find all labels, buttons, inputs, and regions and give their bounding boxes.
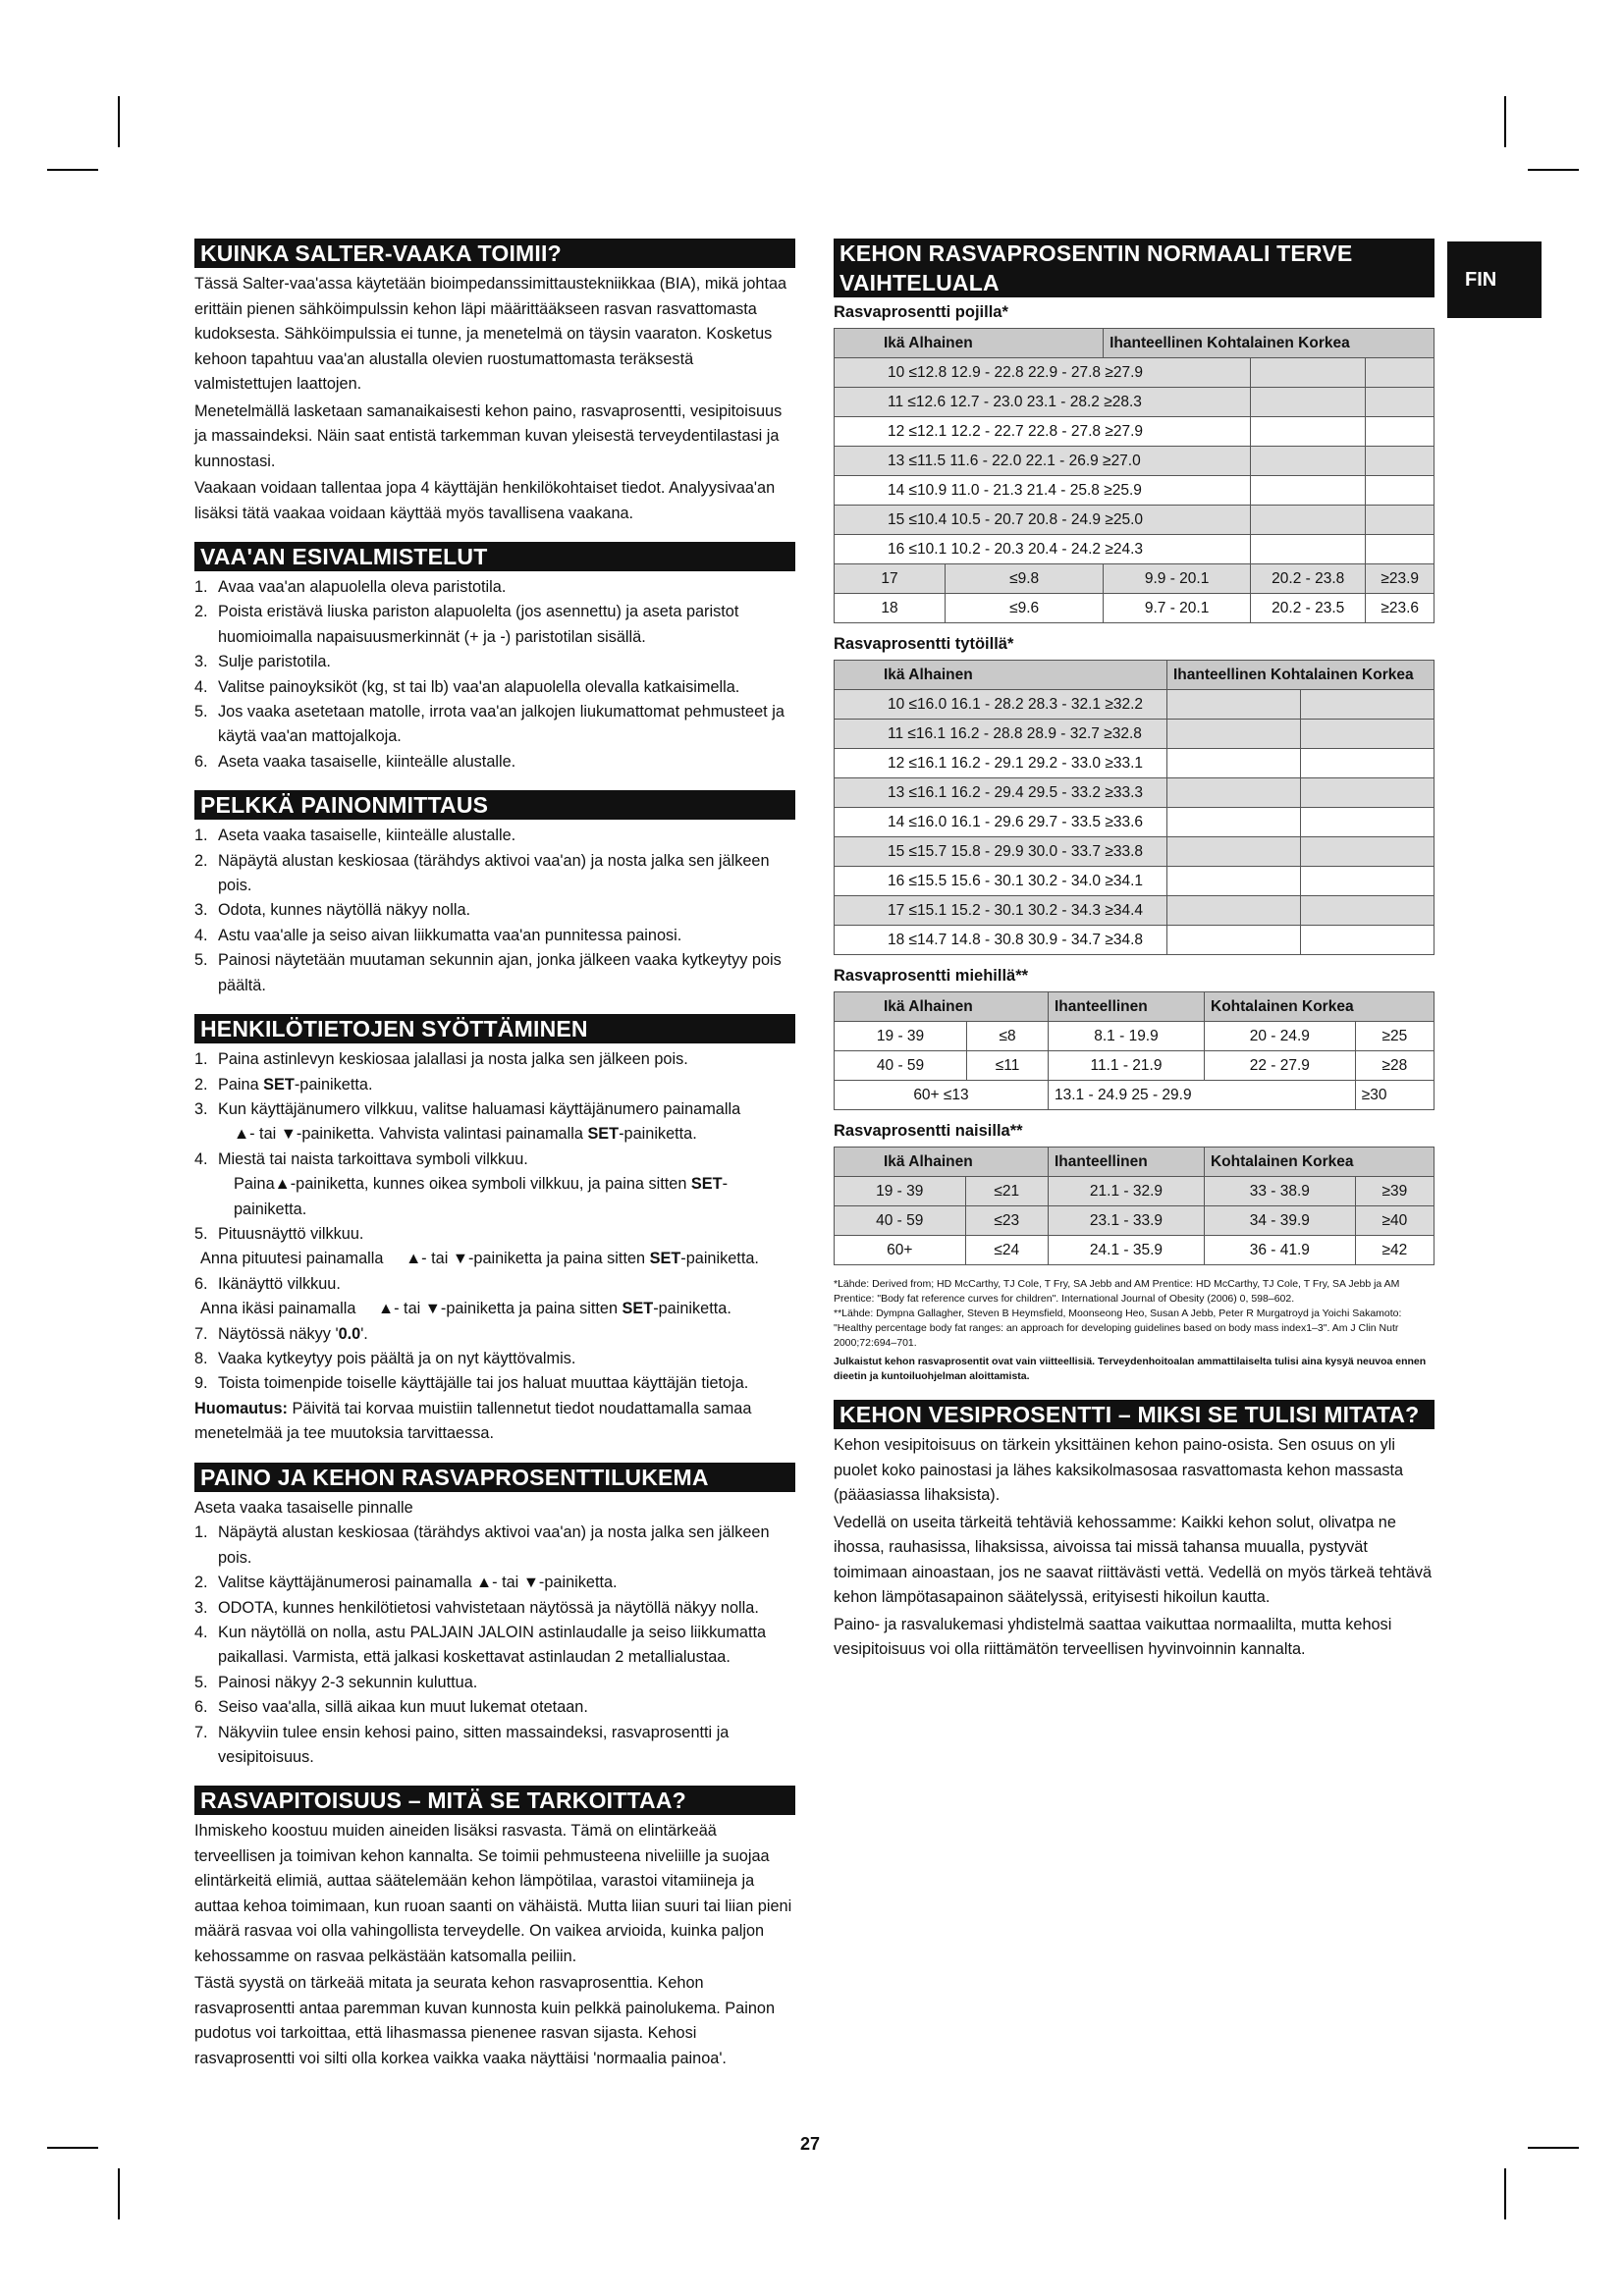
paragraph: Paino- ja rasvalukemasi yhdistelmä saattaa vaikuttaa normaalilta, mutta kehosi vesipitoisuus voi olla riittämätön terveellisen hyvinvoinnin kannalta.	[834, 1615, 1392, 1658]
table-cell: 19 - 39	[835, 1022, 967, 1051]
table-cell: ≤23	[965, 1206, 1048, 1236]
list-item: 4. Astu vaa'alle ja seiso aivan liikkumatta vaa'an punnitessa painosi.	[194, 926, 682, 944]
list-item: 6. Ikänäyttö vilkkuu. Anna ikäsi painamalla ▲- tai ▼-painiketta ja paina sitten SET-painiketta.	[194, 1274, 731, 1318]
table-cell: 10 ≤16.0 16.1 - 28.2 28.3 - 32.1 ≥32.2	[835, 690, 1167, 720]
crop-mark	[47, 2147, 98, 2149]
women-table-label: Rasvaprosentti naisilla**	[834, 1122, 1023, 1140]
boys-table-label: Rasvaprosentti pojilla*	[834, 303, 1008, 321]
list-item: 6. Seiso vaa'alla, sillä aikaa kun muut lukemat otetaan.	[194, 1698, 588, 1717]
intro: Aseta vaaka tasaiselle pinnalle	[194, 1498, 413, 1517]
list-item: 2. Poista eristävä liuska pariston alapuolelta (jos asennettu) ja aseta paristot huomioimalla napaisuusmerkinnät (+ ja -) paristotilan sisällä.	[194, 603, 739, 646]
table-row	[835, 417, 1435, 447]
header-cell: Ihanteellinen	[1049, 992, 1205, 1022]
table-cell: 21.1 - 32.9	[1048, 1177, 1204, 1206]
header-cell: Ihanteellinen Kohtalainen Korkea	[1166, 661, 1434, 690]
table-cell	[1366, 358, 1435, 388]
table-cell	[1366, 506, 1435, 535]
table-cell: 20 - 24.9	[1205, 1022, 1356, 1051]
reference-1: *Lähde: Derived from; HD McCarthy, TJ Cole, T Fry, SA Jebb and AM Prentice: HD McCarthy, TJ Cole, T Fry, SA Jebb ja AM Prentice: "Body fat reference curves for children". International Journal of Obesity (2006) 0, 598–602.	[834, 1278, 1400, 1305]
table-row	[835, 896, 1435, 926]
steps-list	[194, 1521, 795, 1770]
paragraph: Vaakaan voidaan tallentaa jopa 4 käyttäjän henkilökohtaiset tiedot. Analyysivaa'an lisäksi tätä vaakaa voidaan käyttää myös tavallisena vaakana.	[194, 479, 776, 522]
table-cell: ≥42	[1355, 1236, 1434, 1265]
table-cell	[1300, 749, 1434, 778]
table-row	[835, 1022, 1435, 1051]
table-row	[835, 808, 1435, 837]
table-row	[835, 476, 1435, 506]
table-cell: 24.1 - 35.9	[1048, 1236, 1204, 1265]
list-item: 4. Miestä tai naista tarkoittava symboli vilkkuu. Paina▲-painiketta, kunnes oikea symboli vilkkuu, ja paina sitten SET-painiketta.	[194, 1149, 729, 1218]
list-item: 8. Vaaka kytkeytyy pois päältä ja on nyt käyttövalmis.	[194, 1349, 576, 1367]
table-cell	[1300, 690, 1434, 720]
table-cell: ≥23.6	[1366, 594, 1435, 623]
table-cell	[1166, 749, 1300, 778]
table-cell	[1166, 720, 1300, 749]
table-cell	[1166, 778, 1300, 808]
header-cell: Kohtalainen Korkea	[1205, 992, 1435, 1022]
table-cell: 18 ≤14.7 14.8 - 30.8 30.9 - 34.7 ≥34.8	[835, 926, 1167, 955]
table-cell	[1300, 926, 1434, 955]
table-cell: 13 ≤16.1 16.2 - 29.4 29.5 - 33.2 ≥33.3	[835, 778, 1167, 808]
table-cell	[1251, 417, 1366, 447]
table-cell	[1300, 896, 1434, 926]
section-weight-only	[194, 790, 795, 998]
men-table	[834, 991, 1435, 1110]
table-row	[835, 778, 1435, 808]
left-column	[194, 239, 795, 2087]
section-personal-data	[194, 1014, 795, 1447]
header-cell: Ihanteellinen	[1048, 1148, 1204, 1177]
reference-2: **Lähde: Dympna Gallagher, Steven B Heymsfield, Moonseong Heo, Susan A Jebb, Peter R Murgatroyd ja Yoichi Sakamoto: "Healthy percentage body fat ranges: an approach for developing guidelines based on body mass index1–3". Am J Clin Nutr 2000;72:694–701.	[834, 1308, 1402, 1349]
section-water	[834, 1400, 1435, 1663]
table-row	[835, 506, 1435, 535]
paragraph: Menetelmällä lasketaan samanaikaisesti kehon paino, rasvaprosentti, vesipitoisuus ja massaindeksi. Näin saat entistä tarkemman kuvan yleisestä terveydentilastasi ja kunnostasi.	[194, 401, 783, 470]
table-cell	[1366, 417, 1435, 447]
paragraph: Tässä Salter-vaa'assa käytetään bioimpedanssimittaustekniikkaa (BIA), mikä johtaa erittäin pienen sähköimpulssin kehon läpi määrittääkseen rasvan rasvattomasta kudoksesta. Sähköimpulssia ei tunne, ja menetelmä on täysin vaaraton. Kosketus kehoon tapahtuu vaa'an alustalla olevien ruostumattomasta teräksestä valmistettujen laattojen.	[194, 275, 787, 393]
table-cell: 17 ≤15.1 15.2 - 30.1 30.2 - 34.3 ≥34.4	[835, 896, 1167, 926]
table-header	[835, 1148, 1435, 1177]
table-row	[835, 867, 1435, 896]
table-row	[835, 837, 1435, 867]
crop-mark	[118, 2168, 120, 2219]
boys-table	[834, 328, 1435, 623]
steps-list	[194, 1047, 795, 1397]
table-cell: 36 - 41.9	[1204, 1236, 1355, 1265]
table-cell: ≤9.8	[946, 564, 1104, 594]
table-cell: 14 ≤10.9 11.0 - 21.3 21.4 - 25.8 ≥25.9	[835, 476, 1251, 506]
table-cell	[1166, 896, 1300, 926]
list-item: 3. ODOTA, kunnes henkilötietosi vahvistetaan näytössä ja näytöllä näkyy nolla.	[194, 1598, 759, 1617]
table-cell: 17	[835, 564, 946, 594]
table-row	[835, 1081, 1435, 1110]
crop-mark	[1504, 96, 1506, 147]
paragraph: Vedellä on useita tärkeitä tehtäviä kehossamme: Kaikki kehon solut, olivatpa ne ihossa, rauhasissa, lihaksissa, aivoissa tai missä tahansa muualla, pystyvät toimimaan ainoastaan, jos ne saavat riittävästi vettä. Vedellä on myös tärkeä tehtävä kehon lämpötasapainon säätelyssä, erityisesti hikoilun kautta.	[834, 1513, 1433, 1606]
table-cell: 16 ≤10.1 10.2 - 20.3 20.4 - 24.2 ≥24.3	[835, 535, 1251, 564]
table-row	[835, 447, 1435, 476]
list-item: 2. Paina SET-painiketta.	[194, 1075, 373, 1094]
table-cell: 9.7 - 20.1	[1104, 594, 1251, 623]
list-item: 1. Avaa vaa'an alapuolella oleva paristotila.	[194, 578, 507, 596]
table-cell	[1166, 690, 1300, 720]
steps-list	[194, 824, 795, 998]
crop-mark	[47, 169, 98, 171]
men-table-label: Rasvaprosentti miehillä**	[834, 967, 1029, 985]
table-cell: ≤21	[965, 1177, 1048, 1206]
list-item: 5. Painosi näkyy 2-3 sekunnin kuluttua.	[194, 1673, 478, 1691]
table-cell	[1300, 720, 1434, 749]
table-cell	[1300, 867, 1434, 896]
table-cell: ≥40	[1355, 1206, 1434, 1236]
girls-table	[834, 660, 1435, 955]
table-cell	[1166, 808, 1300, 837]
crop-mark	[1504, 2168, 1506, 2219]
right-column	[834, 239, 1435, 1679]
table-cell	[1166, 837, 1300, 867]
table-cell: ≤9.6	[946, 594, 1104, 623]
table-header	[835, 329, 1435, 358]
list-item: 5. Pituusnäyttö vilkkuu. Anna pituutesi painamalla ▲- tai ▼-painiketta ja paina sitten SET-painiketta.	[194, 1224, 759, 1268]
table-row	[835, 926, 1435, 955]
list-item: 2. Näpäytä alustan keskiosaa (tärähdys aktivoi vaa'an) ja nosta jalka sen jälkeen pois.	[194, 851, 770, 895]
section-how-it-works	[194, 239, 795, 526]
table-cell: ≥39	[1355, 1177, 1434, 1206]
language-tab: FIN	[1447, 241, 1542, 318]
table-row	[835, 358, 1435, 388]
section-title: VAA'AN ESIVALMISTELUT	[194, 542, 795, 571]
table-cell	[1366, 535, 1435, 564]
table-cell	[1300, 778, 1434, 808]
table-row	[835, 564, 1435, 594]
table-cell: ≤11	[967, 1051, 1049, 1081]
list-item: 1. Paina astinlevyn keskiosaa jalallasi ja nosta jalka sen jälkeen pois.	[194, 1050, 688, 1069]
table-cell: 20.2 - 23.5	[1251, 594, 1366, 623]
list-item: 7. Näytössä näkyy '0.0'.	[194, 1324, 368, 1343]
table-cell: 60+	[835, 1236, 966, 1265]
table-row	[835, 720, 1435, 749]
list-item: 3. Sulje paristotila.	[194, 653, 331, 671]
section-title: PAINO JA KEHON RASVAPROSENTTILUKEMA	[194, 1463, 795, 1492]
disclaimer: Julkaistut kehon rasvaprosentit ovat vain viitteellisiä. Terveydenhoitoalan ammattilaiselta tulisi aina kysyä neuvoa ennen dieetin ja kuntoiluohjelman aloittamista.	[834, 1356, 1427, 1382]
table-cell	[1366, 388, 1435, 417]
list-item: 1. Näpäytä alustan keskiosaa (tärähdys aktivoi vaa'an) ja nosta jalka sen jälkeen pois.	[194, 1523, 770, 1567]
table-row	[835, 1177, 1435, 1206]
table-cell: 13.1 - 24.9 25 - 29.9	[1049, 1081, 1356, 1110]
list-item: 3. Odota, kunnes näytöllä näkyy nolla.	[194, 901, 471, 920]
table-row	[835, 1236, 1435, 1265]
table-cell: 16 ≤15.5 15.6 - 30.1 30.2 - 34.0 ≥34.1	[835, 867, 1167, 896]
section-fat-content	[194, 1786, 795, 2071]
table-cell: 60+ ≤13	[835, 1081, 1049, 1110]
crop-mark	[1528, 169, 1579, 171]
table-row	[835, 1206, 1435, 1236]
section-preparation	[194, 542, 795, 774]
table-cell	[1166, 926, 1300, 955]
table-cell: 11 ≤16.1 16.2 - 28.8 28.9 - 32.7 ≥32.8	[835, 720, 1167, 749]
header-cell: Kohtalainen Korkea	[1204, 1148, 1434, 1177]
table-cell: 19 - 39	[835, 1177, 966, 1206]
table-cell: ≥28	[1355, 1051, 1434, 1081]
table-row	[835, 1051, 1435, 1081]
table-row	[835, 749, 1435, 778]
women-table	[834, 1147, 1435, 1265]
list-item: 9. Toista toimenpide toiselle käyttäjälle tai jos haluat muuttaa käyttäjän tietoja.	[194, 1374, 749, 1393]
header-cell: Ikä Alhainen	[835, 992, 1049, 1022]
crop-mark	[118, 96, 120, 147]
table-cell	[1251, 358, 1366, 388]
table-cell: ≥23.9	[1366, 564, 1435, 594]
list-item: 6. Aseta vaaka tasaiselle, kiinteälle alustalle.	[194, 752, 516, 771]
table-cell	[1251, 476, 1366, 506]
table-row	[835, 535, 1435, 564]
list-item: 7. Näkyviin tulee ensin kehosi paino, sitten massaindeksi, rasvaprosentti ja vesipitoisuus.	[194, 1723, 730, 1766]
table-cell	[1166, 867, 1300, 896]
list-item: 5. Jos vaaka asetetaan matolle, irrota vaa'an jalkojen liukumattomat pehmusteet ja käytä vaa'an mattojalkoja.	[194, 703, 785, 746]
table-header	[835, 992, 1435, 1022]
table-cell: 12 ≤12.1 12.2 - 22.7 22.8 - 27.8 ≥27.9	[835, 417, 1251, 447]
table-cell: 33 - 38.9	[1204, 1177, 1355, 1206]
table-cell: 11 ≤12.6 12.7 - 23.0 23.1 - 28.2 ≥28.3	[835, 388, 1251, 417]
table-cell: ≤24	[965, 1236, 1048, 1265]
list-item: 3. Kun käyttäjänumero vilkkuu, valitse haluamasi käyttäjänumero painamalla ▲- tai ▼-painiketta. Vahvista valintasi painamalla SET-painiketta.	[194, 1099, 741, 1144]
table-cell: 40 - 59	[835, 1206, 966, 1236]
table-cell: 9.9 - 20.1	[1104, 564, 1251, 594]
table-row	[835, 388, 1435, 417]
table-cell: 13 ≤11.5 11.6 - 22.0 22.1 - 26.9 ≥27.0	[835, 447, 1251, 476]
table-row	[835, 594, 1435, 623]
header-cell: Ihanteellinen Kohtalainen Korkea	[1104, 329, 1435, 358]
table-cell: 15 ≤15.7 15.8 - 29.9 30.0 - 33.7 ≥33.8	[835, 837, 1167, 867]
table-cell	[1251, 535, 1366, 564]
section-title: KEHON VESIPROSENTTI – MIKSI SE TULISI MITATA?	[834, 1400, 1435, 1429]
table-cell	[1300, 808, 1434, 837]
list-item: 5. Painosi näytetään muutaman sekunnin ajan, jonka jälkeen vaaka kytkeytyy pois päältä.	[194, 951, 782, 994]
list-item: 1. Aseta vaaka tasaiselle, kiinteälle alustalle.	[194, 827, 516, 845]
table-cell: 34 - 39.9	[1204, 1206, 1355, 1236]
page-number: 27	[800, 2134, 821, 2154]
table-cell: 18	[835, 594, 946, 623]
section-title: RASVAPITOISUUS – MITÄ SE TARKOITTAA?	[194, 1786, 795, 1815]
table-cell: 14 ≤16.0 16.1 - 29.6 29.7 - 33.5 ≥33.6	[835, 808, 1167, 837]
table-cell: 22 - 27.9	[1205, 1051, 1356, 1081]
table-cell	[1366, 447, 1435, 476]
table-cell: 8.1 - 19.9	[1049, 1022, 1205, 1051]
table-cell: 40 - 59	[835, 1051, 967, 1081]
table-header	[835, 661, 1435, 690]
table-cell: 10 ≤12.8 12.9 - 22.8 22.9 - 27.8 ≥27.9	[835, 358, 1251, 388]
table-cell: ≤8	[967, 1022, 1049, 1051]
table-cell: 20.2 - 23.8	[1251, 564, 1366, 594]
table-row	[835, 690, 1435, 720]
table-cell: ≥30	[1355, 1081, 1434, 1110]
section-title: KEHON RASVAPROSENTIN NORMAALI TERVE VAIHTELUALA	[834, 239, 1435, 297]
table-cell	[1251, 506, 1366, 535]
header-cell: Ikä Alhainen	[835, 329, 1104, 358]
table-cell	[1366, 476, 1435, 506]
table-cell: 23.1 - 33.9	[1048, 1206, 1204, 1236]
table-cell	[1251, 388, 1366, 417]
section-title: PELKKÄ PAINONMITTAUS	[194, 790, 795, 820]
section-weight-and-fat	[194, 1463, 795, 1771]
girls-table-label: Rasvaprosentti tytöillä*	[834, 635, 1014, 653]
table-cell: ≥25	[1355, 1022, 1434, 1051]
list-item: 2. Valitse käyttäjänumerosi painamalla ▲- tai ▼-painiketta.	[194, 1574, 618, 1592]
section-title: KUINKA SALTER-VAAKA TOIMII?	[194, 239, 795, 268]
header-cell: Ikä Alhainen	[835, 1148, 1049, 1177]
table-cell: 15 ≤10.4 10.5 - 20.7 20.8 - 24.9 ≥25.0	[835, 506, 1251, 535]
table-cell: 12 ≤16.1 16.2 - 29.1 29.2 - 33.0 ≥33.1	[835, 749, 1167, 778]
table-cell	[1300, 837, 1434, 867]
paragraph: Tästä syystä on tärkeää mitata ja seurata kehon rasvaprosenttia. Kehon rasvaprosentti antaa paremman kuvan kunnosta kuin pelkkä painolukema. Painon pudotus voi tarkoittaa, että lihasmassa pienenee rasvan sijasta. Kehosi rasvaprosentti voi silti olla korkea vaikka vaaka näyttäisi 'normaalia painoa'.	[194, 1974, 776, 2067]
steps-list	[194, 575, 795, 774]
paragraph: Ihmiskeho koostuu muiden aineiden lisäksi rasvasta. Tämä on elintärkeää terveellisen ja toimivan kehon kannalta. Se toimii pehmusteena niveliille ja suojaa elintärkeitä elimiä, auttaa säätelemään kehon lämpötilaa, varastoi vitamiineja ja auttaa kehoa toimimaan, kun ruoan saanti on vähäistä. Mutta liian suuri tai liian pieni määrä rasvaa voi olla vahingollista terveydelle. On vaikea arvioida, kuinka paljon kehossamme on rasvaa pelkästään katsomalla peiliin.	[194, 1822, 792, 1965]
list-item: 4. Kun näytöllä on nolla, astu PALJAIN JALOIN astinlaudalle ja seiso liikkumatta paikallasi. Varmista, että jalkasi koskettavat astinlaudan 2 metallialustaa.	[194, 1623, 767, 1667]
paragraph: Kehon vesipitoisuus on tärkein yksittäinen kehon paino-osista. Sen osuus on yli puolet koko painostasi ja lähes kaksikolmasosaa rasvattomasta kehon massasta (pääasiassa lihaksista).	[834, 1436, 1404, 1504]
section-title: HENKILÖTIETOJEN SYÖTTÄMINEN	[194, 1014, 795, 1043]
note: Huomautus: Päivitä tai korvaa muistiin tallennetut tiedot noudattamalla samaa menetelmää ja tee muutoksia tarvittaessa.	[194, 1399, 752, 1443]
header-cell: Ikä Alhainen	[835, 661, 1167, 690]
list-item: 4. Valitse painoyksiköt (kg, st tai lb) vaa'an alapuolella olevalla katkaisimella.	[194, 677, 740, 696]
crop-mark	[1528, 2147, 1579, 2149]
table-cell	[1251, 447, 1366, 476]
table-cell: 11.1 - 21.9	[1049, 1051, 1205, 1081]
